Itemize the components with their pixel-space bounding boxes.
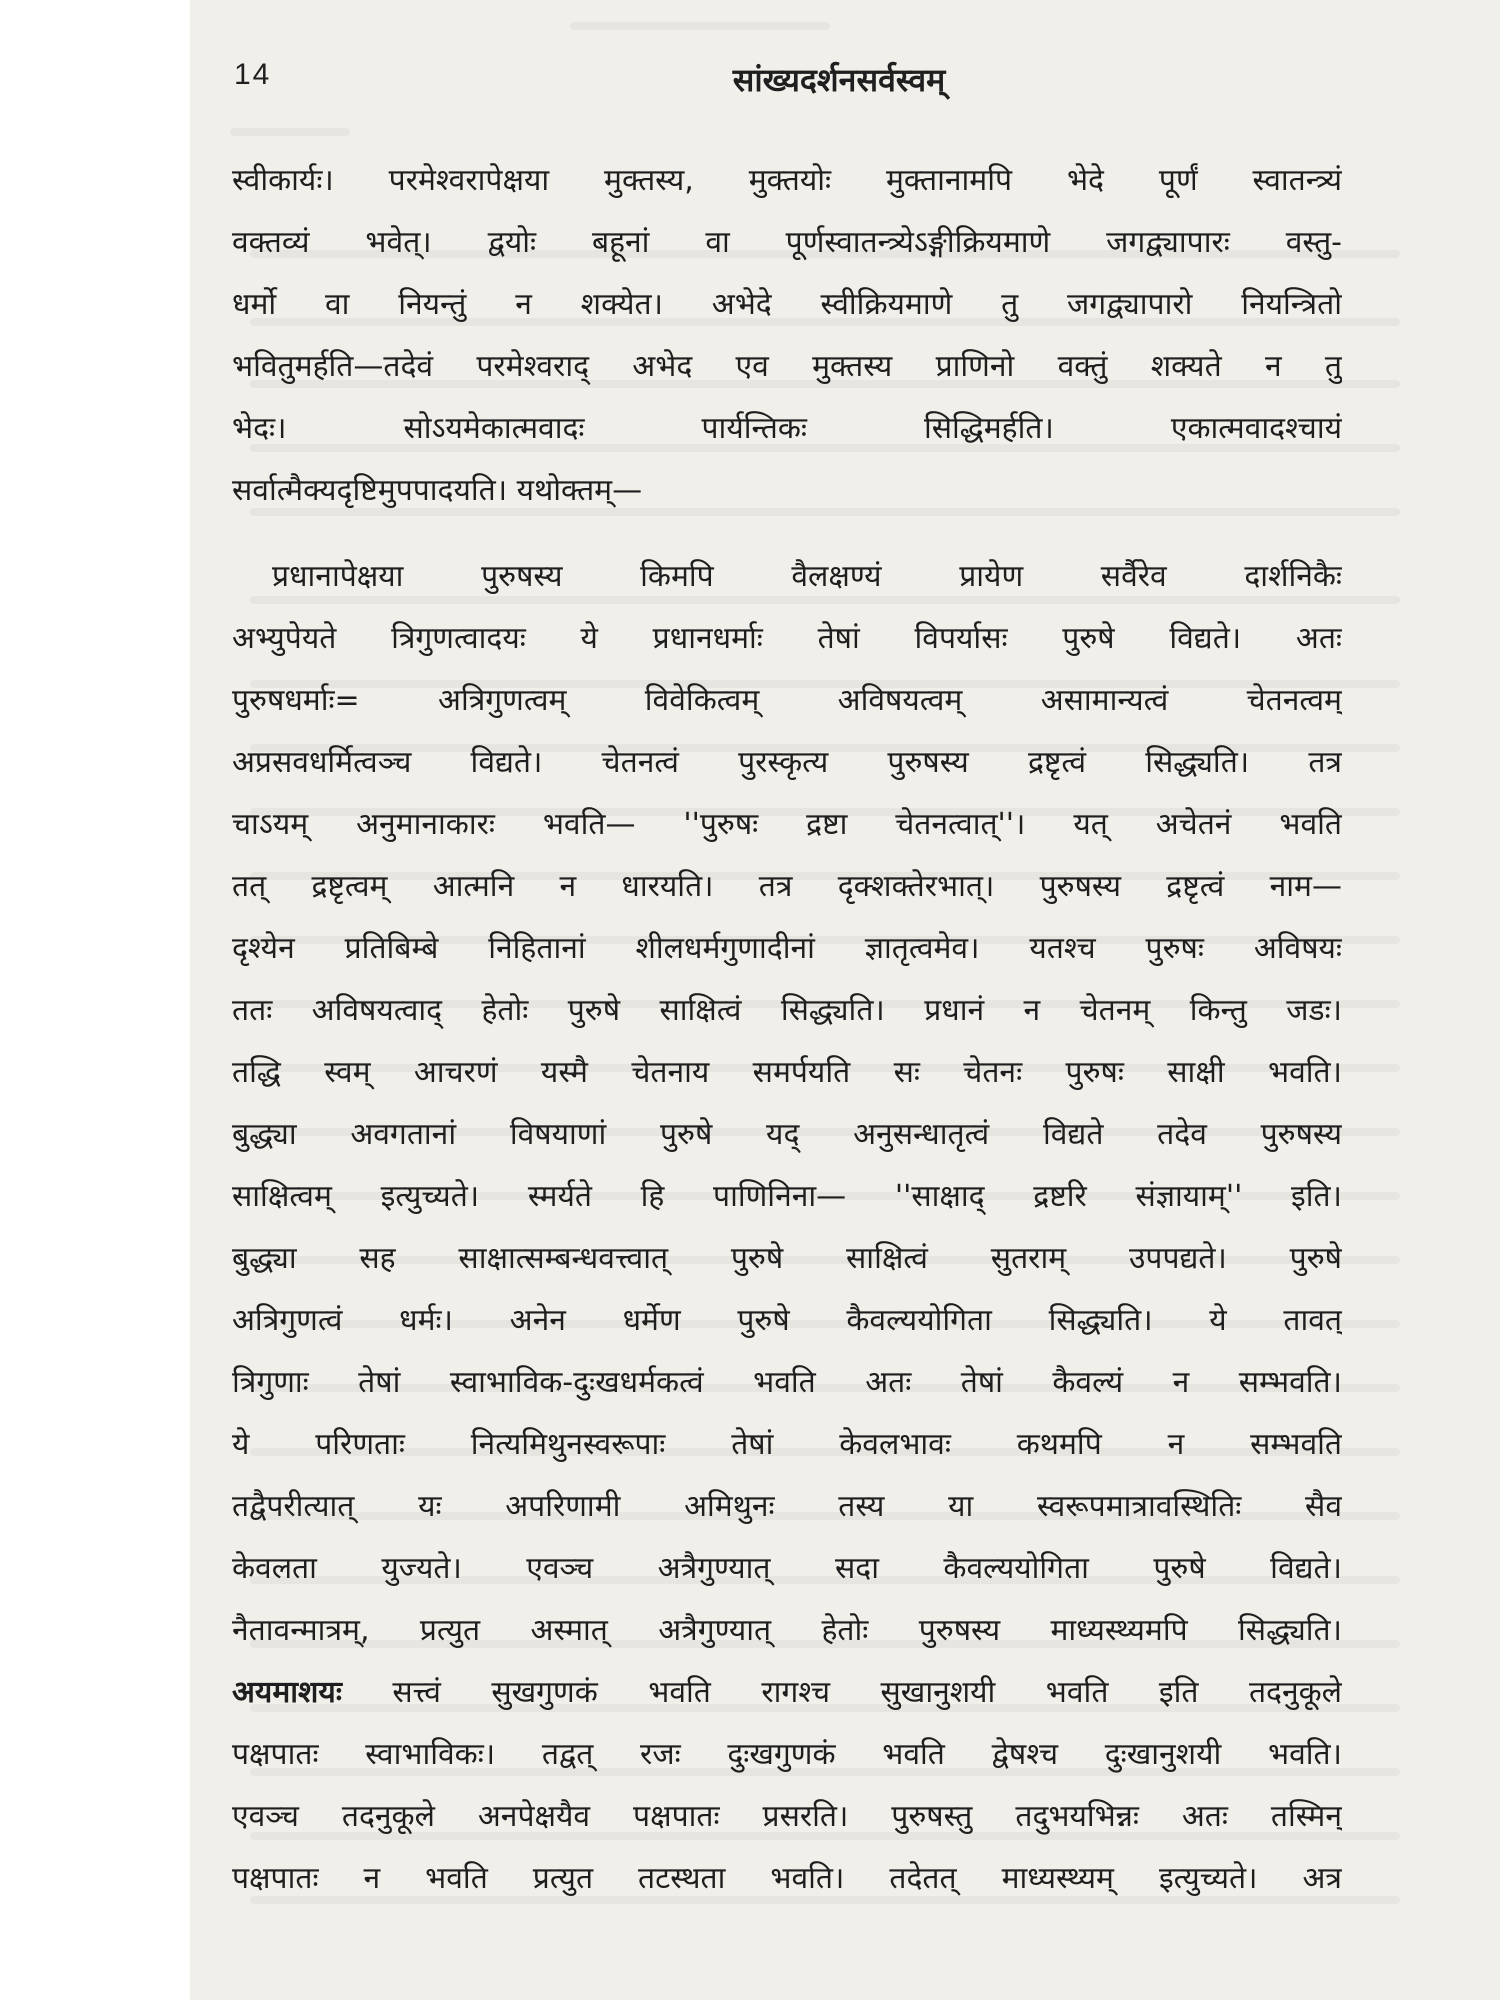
text-line: पक्षपातः न भवति प्रत्युत तटस्थता भवति। तदेतत् माध्यस्थ्यम् इत्युच्यते। अत्र — [232, 1861, 1342, 1896]
text-line: साक्षित्वम् इत्युच्यते। स्मर्यते हि पाणिनिना— ''साक्षाद् द्रष्टरि संज्ञायाम्'' इति। — [232, 1179, 1342, 1214]
lead-term: अयमाशयः — [232, 1675, 342, 1710]
page-number: 14 — [234, 58, 272, 91]
text-line: दृश्येन प्रतिबिम्बे निहितानां शीलधर्मगुणादीनां ज्ञातृत्वमेव। यतश्च पुरुषः अविषयः — [232, 931, 1342, 966]
text-line: चाऽयम् अनुमानाकारः भवति— ''पुरुषः द्रष्टा चेतनत्वात्''। यत् अचेतनं भवति — [232, 807, 1342, 842]
text-line: भवितुमर्हति—तदेवं परमेश्वराद् अभेद एव मुक्तस्य प्राणिनो वक्तुं शक्यते न तु — [232, 349, 1342, 384]
text-line: सर्वात्मैक्यदृष्टिमुपपादयति। यथोक्तम्— — [232, 473, 643, 508]
text-line: तद्वैपरीत्यात् यः अपरिणामी अमिथुनः तस्य या स्वरूपमात्रावस्थितिः सैव — [232, 1489, 1342, 1524]
text-line: ये परिणताः नित्यमिथुनस्वरूपाः तेषां केवलभावः कथमपि न सम्भवति — [232, 1427, 1342, 1462]
text-line: एवञ्च तदनुकूले अनपेक्षयैव पक्षपातः प्रसरति। पुरुषस्तु तदुभयभिन्नः अतः तस्मिन् — [232, 1799, 1342, 1834]
text-line: पक्षपातः स्वाभाविकः। तद्वत् रजः दुःखगुणकं भवति द्वेषश्च दुःखानुशयी भवति। — [232, 1737, 1342, 1772]
text-line: ततः अविषयत्वाद् हेतोः पुरुषे साक्षित्वं सिद्ध्यति। प्रधानं न चेतनम् किन्तु जडः। — [232, 993, 1342, 1028]
text-line-rest: सत्त्वं सुखगुणकं भवति रागश्च सुखानुशयी भवति इति तदनुकूले — [341, 1675, 1342, 1710]
text-line: भेदः। सोऽयमेकात्मवादः पार्यन्तिकः सिद्धिमर्हति। एकात्मवादश्चायं — [232, 411, 1342, 446]
text-line: नैतावन्मात्रम्, प्रत्युत अस्मात् अत्रैगुण्यात् हेतोः पुरुषस्य माध्यस्थ्यमपि सिद्ध्यति। — [232, 1613, 1342, 1648]
running-title: सांख्यदर्शनसर्वस्वम् — [732, 61, 946, 99]
text-line: केवलता युज्यते। एवञ्च अत्रैगुण्यात् सदा कैवल्ययोगिता पुरुषे विद्यते। — [232, 1551, 1342, 1586]
page-header — [234, 58, 1444, 112]
text-line: अप्रसवधर्मित्वञ्च विद्यते। चेतनत्वं पुरस्कृत्य पुरुषस्य द्रष्टृत्वं सिद्ध्यति। तत्र — [232, 745, 1342, 780]
text-line: वक्तव्यं भवेत्। द्वयोः बहूनां वा पूर्णस्वातन्त्र्येऽङ्गीक्रियमाणे जगद्व्यापारः वस्तु- — [232, 225, 1342, 260]
text-line — [232, 1662, 1342, 1724]
text-line: बुद्ध्या अवगतानां विषयाणां पुरुषे यद् अनुसन्धातृत्वं विद्यते तदेव पुरुषस्य — [232, 1117, 1342, 1152]
text-line: अभ्युपेयते त्रिगुणत्वादयः ये प्रधानधर्माः तेषां विपर्यासः पुरुषे विद्यते। अतः — [232, 621, 1342, 656]
text-line: बुद्ध्या सह साक्षात्सम्बन्धवत्त्वात् पुरुषे साक्षित्वं सुतराम् उपपद्यते। पुरुषे — [232, 1241, 1342, 1276]
book-page — [190, 0, 1500, 2000]
text-line: अत्रिगुणत्वं धर्मः। अनेन धर्मेण पुरुषे कैवल्ययोगिता सिद्ध्यति। ये तावत् — [232, 1303, 1342, 1338]
text-line: तद्धि स्वम् आचरणं यस्मै चेतनाय समर्पयति सः चेतनः पुरुषः साक्षी भवति। — [232, 1055, 1342, 1090]
text-line: त्रिगुणाः तेषां स्वाभाविक-दुःखधर्मकत्वं भवति अतः तेषां कैवल्यं न सम्भवति। — [232, 1365, 1342, 1400]
text-line: धर्मो वा नियन्तुं न शक्येत। अभेदे स्वीक्रियमाणे तु जगद्व्यापारो नियन्त्रितो — [232, 287, 1342, 322]
text-line: तत् द्रष्टृत्वम् आत्मनि न धारयति। तत्र दृक्शक्तेरभात्। पुरुषस्य द्रष्टृत्वं नाम— — [232, 869, 1342, 904]
text-line: स्वीकार्यः। परमेश्वरापेक्षया मुक्तस्य, मुक्तयोः मुक्तानामपि भेदे पूर्णं स्वातन्त्र्यं — [232, 163, 1342, 198]
body-text — [232, 150, 1342, 1910]
text-line: प्रधानापेक्षया पुरुषस्य किमपि वैलक्षण्यं प्रायेण सर्वैरेव दार्शनिकैः — [272, 559, 1342, 594]
text-line: पुरुषधर्माः= अत्रिगुणत्वम् विवेकित्वम् अविषयत्वम् असामान्यत्वं चेतनत्वम् — [232, 683, 1342, 718]
